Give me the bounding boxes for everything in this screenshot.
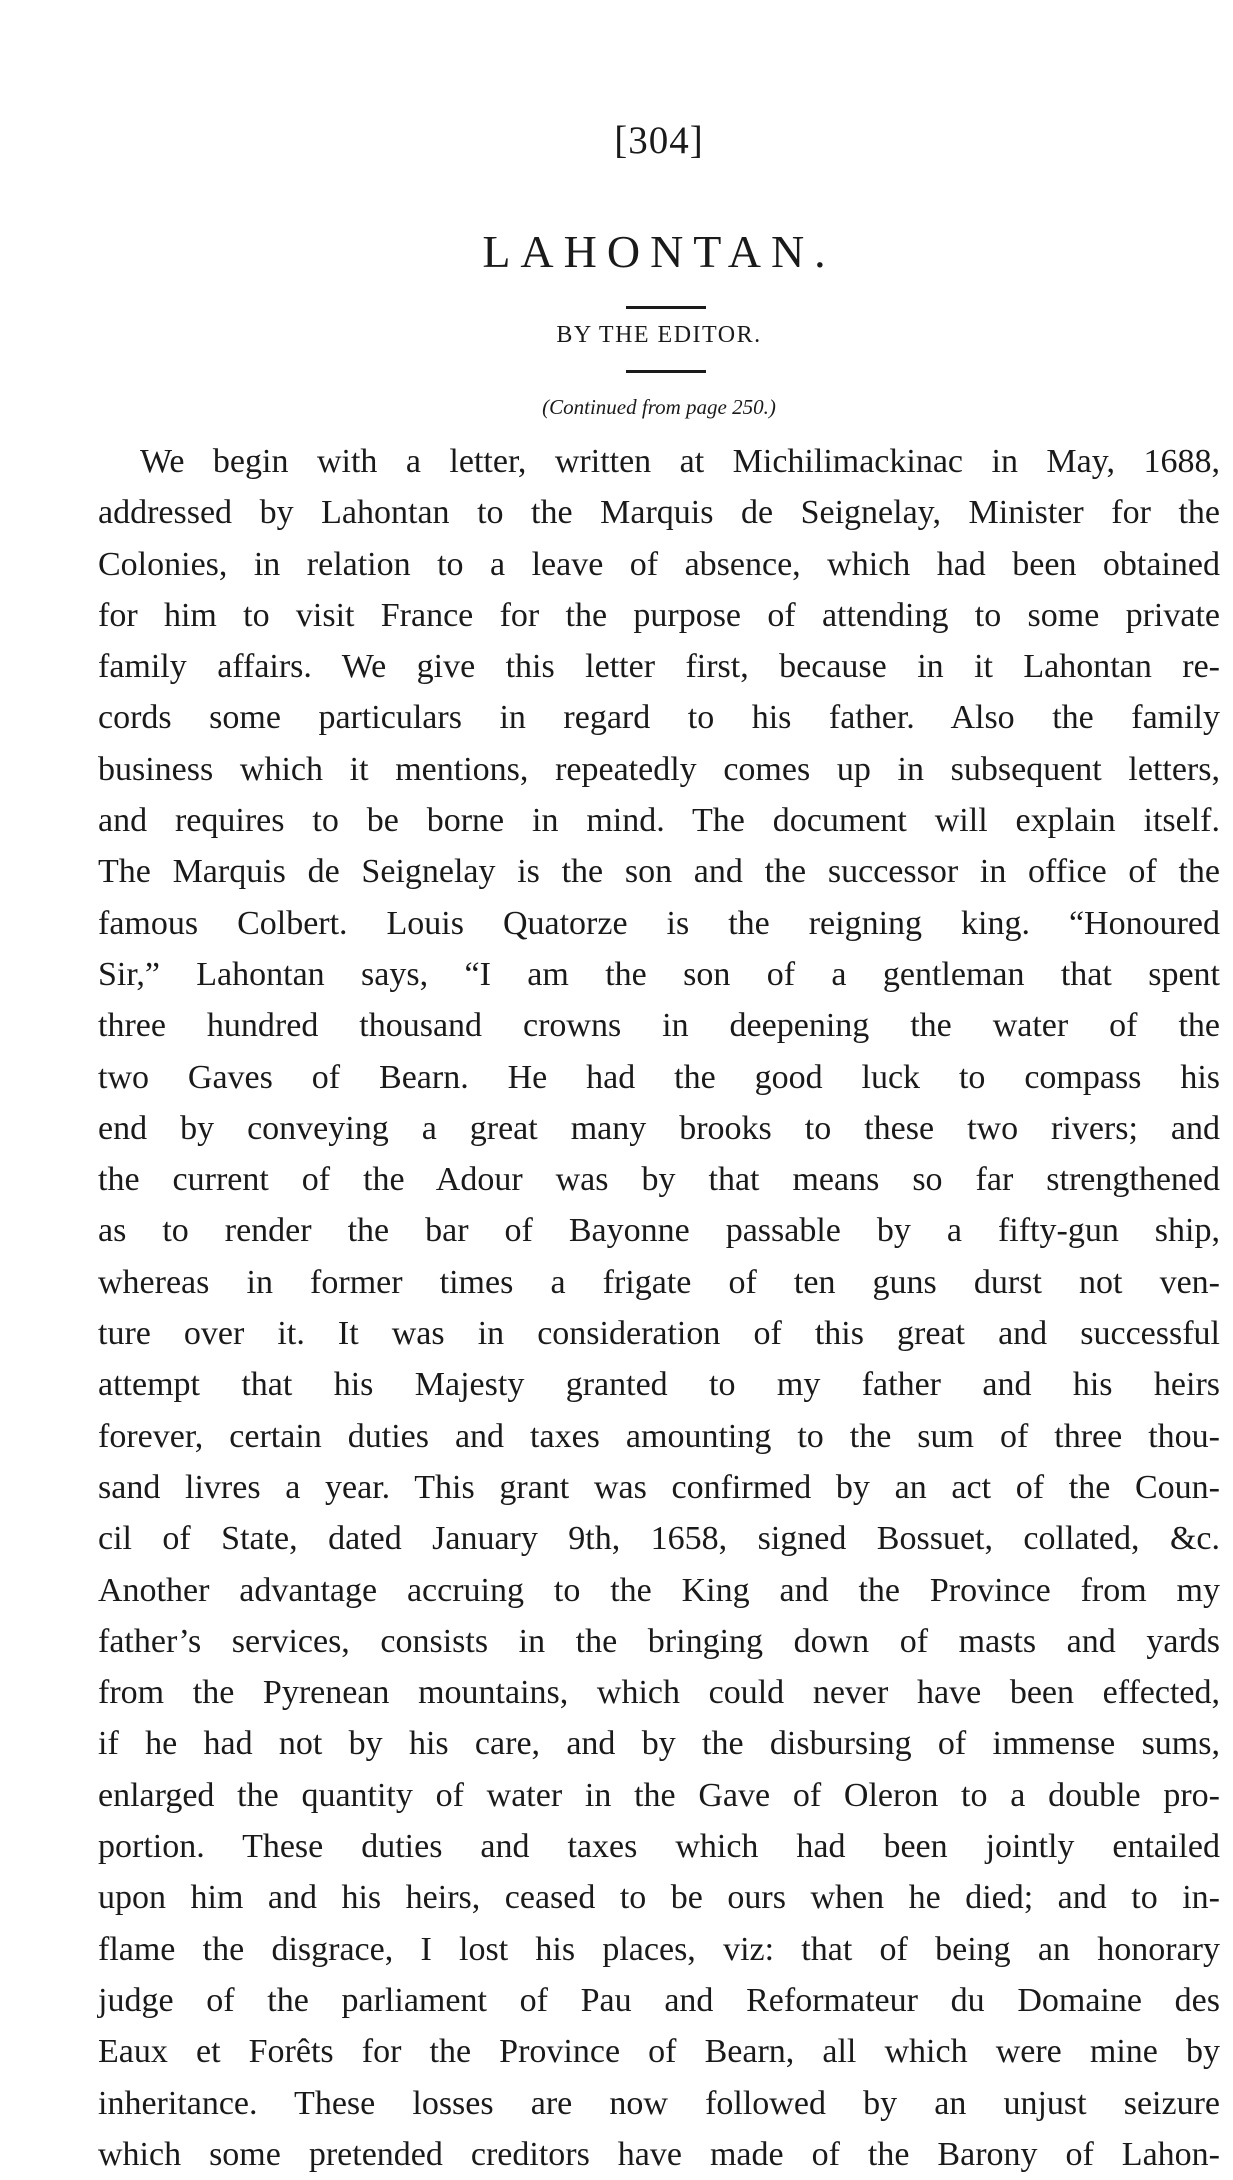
byline: BY THE EDITOR. [556, 322, 762, 348]
text-line: forever, certain duties and taxes amounting to the sum of three thou- [98, 1417, 1220, 1455]
title-rule-top [626, 306, 706, 309]
text-line: cords some particulars in regard to his father. Also the family [98, 699, 1220, 737]
text-line: Colonies, in relation to a leave of absence, which had been obtained [98, 545, 1220, 583]
text-line: from the Pyrenean mountains, which could never have been effected, [98, 1674, 1220, 1712]
text-line: the current of the Adour was by that means so far strengthened [98, 1161, 1220, 1199]
text-line: Eaux et Forêts for the Province of Bearn, all which were mine by [98, 2033, 1220, 2071]
page-number: [304] [614, 119, 704, 162]
text-line: family affairs. We give this letter first, because in it Lahontan re- [98, 648, 1220, 686]
text-line: portion. These duties and taxes which had been jointly entailed [98, 1828, 1220, 1866]
text-line: judge of the parliament of Pau and Reformateur du Domaine des [98, 1981, 1220, 2019]
text-line: inheritance. These losses are now followed by an unjust seizure [98, 2084, 1220, 2122]
text-line: and requires to be borne in mind. The document will explain itself. [98, 802, 1220, 840]
text-line: Sir,” Lahontan says, “I am the son of a gentleman that spent [98, 955, 1220, 993]
text-line: cil of State, dated January 9th, 1658, signed Bossuet, collated, &c. [98, 1520, 1220, 1558]
text-line: upon him and his heirs, ceased to be ours when he died; and to in- [98, 1879, 1220, 1917]
article-title: LAHONTAN. [482, 226, 836, 277]
text-line: enlarged the quantity of water in the Gave of Oleron to a double pro- [98, 1776, 1220, 1814]
text-line: father’s services, consists in the bringing down of masts and yards [98, 1622, 1220, 1660]
text-line: as to render the bar of Bayonne passable by a fifty-gun ship, [98, 1212, 1220, 1250]
text-line: for him to visit France for the purpose of attending to some private [98, 596, 1220, 634]
text-line: end by conveying a great many brooks to these two rivers; and [98, 1109, 1220, 1147]
text-line: business which it mentions, repeatedly comes up in subsequent letters, [98, 750, 1220, 788]
text-line: whereas in former times a frigate of ten guns durst not ven- [98, 1263, 1220, 1301]
text-line: attempt that his Majesty granted to my father and his heirs [98, 1366, 1220, 1404]
body-paragraph [98, 436, 1220, 2180]
text-line: addressed by Lahontan to the Marquis de Seignelay, Minister for the [98, 494, 1220, 532]
title-rule-bottom [626, 370, 706, 373]
text-line: two Gaves of Bearn. He had the good luck to compass his [98, 1058, 1220, 1096]
text-line: three hundred thousand crowns in deepening the water of the [98, 1007, 1220, 1045]
text-line: famous Colbert. Louis Quatorze is the reigning king. “Honoured [98, 904, 1220, 942]
book-page [98, 0, 1220, 2173]
text-line: Another advantage accruing to the King and the Province from my [98, 1571, 1220, 1609]
text-line: ture over it. It was in consideration of this great and successful [98, 1315, 1220, 1353]
text-line: We begin with a letter, written at Michilimackinac in May, 1688, [140, 443, 1220, 480]
text-line: which some pretended creditors have made of the Barony of Lahon- [98, 2135, 1220, 2173]
continued-note: (Continued from page 250.) [542, 395, 776, 419]
text-line: if he had not by his care, and by the disbursing of immense sums, [98, 1725, 1220, 1763]
text-line: sand livres a year. This grant was confirmed by an act of the Coun- [98, 1468, 1220, 1506]
text-line: flame the disgrace, I lost his places, viz: that of being an honorary [98, 1930, 1220, 1968]
text-line: The Marquis de Seignelay is the son and the successor in office of the [98, 853, 1220, 891]
